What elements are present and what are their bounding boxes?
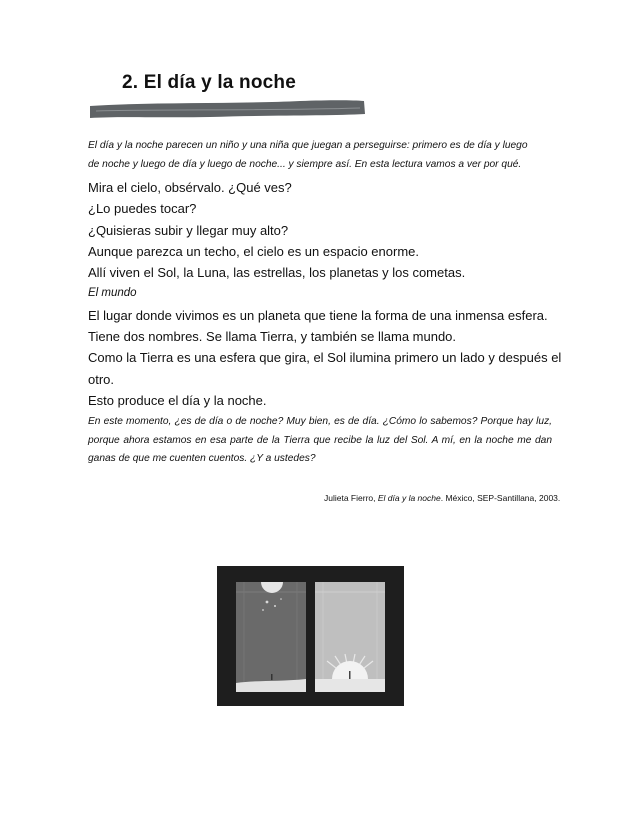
subheading-el-mundo: El mundo [88,287,137,300]
citation [324,493,560,503]
body-line: Aunque parezca un techo, el cielo es un espacio enorme. [88,243,419,259]
day-panel [315,582,385,692]
body-line: Mira el cielo, obsérvalo. ¿Qué ves? [88,180,292,195]
body-line: ¿Lo puedes tocar? [88,201,197,217]
body-line: Tiene dos nombres. Se llama Tierra, y también se llama mundo. [88,329,457,345]
citation-author: Julieta Fierro, [324,493,378,503]
body-line: Como la Tierra es una esfera que gira, el Sol ilumina primero un lado y después el otro. [88,350,562,387]
night-panel [236,582,306,692]
reading-body [88,177,568,411]
citation-work: El día y la noche [377,493,441,503]
star-icon [266,601,269,604]
body-line: ¿Quisieras subir y llegar muy alto? [88,222,289,238]
intro-line: El día y la noche parecen un niño y una niña que juegan a perseguirse: primero es de día y luego [88,140,528,151]
star-icon [280,598,282,600]
body-line: Esto produce el día y la noche. [88,392,267,408]
star-icon [262,609,264,611]
intro-paragraph [88,136,558,174]
closing-paragraph: En este momento, ¿es de día o de noche? Muy bien, es de día. ¿Cómo lo sabemos? Porque hay luz, porque ahora estamos en esa parte de la Tierra que recibe la luz del Sol. A mí, en la noche me dan ganas de que me cuenten cuentos. ¿Y a ustedes? [88,416,552,464]
citation-publisher: . México, SEP-Santillana, 2003. [440,493,561,503]
body-line: El lugar donde vivimos es un planeta que tiene la forma de una inmensa esfera. [88,307,548,323]
section-title: 2. El día y la noche [122,72,297,93]
body-line: Allí viven el Sol, la Luna, las estrellas, los planetas y los cometas. [88,265,466,281]
day-night-illustration [217,566,404,706]
star-icon [274,605,276,607]
title-underline-brush [90,99,366,119]
intro-line: de noche y luego de día y luego de noche... y siempre así. En esta lectura vamos a ver por qué. [88,159,522,170]
